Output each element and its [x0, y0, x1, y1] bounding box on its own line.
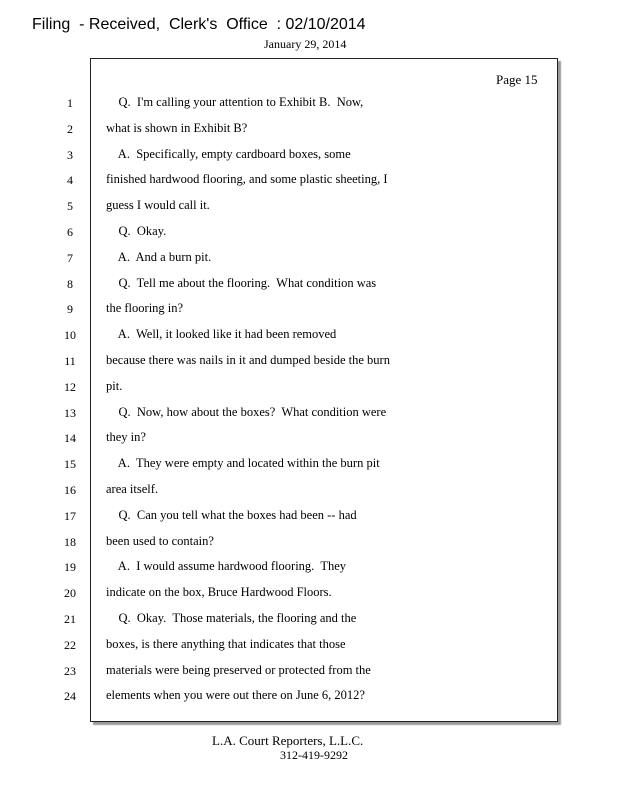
transcript-line-text: Q. Now, how about the boxes? What condition were — [106, 405, 387, 419]
transcript-line-text: elements when you were out there on June 6, 2012? — [106, 688, 365, 702]
transcript-line-text: because there was nails in it and dumped beside the burn — [106, 353, 390, 367]
transcript-line-text: Q. Tell me about the flooring. What condition was — [106, 276, 377, 290]
transcript-line-text: they in? — [106, 430, 146, 444]
transcript-line-text: finished hardwood flooring, and some plastic sheeting, I — [106, 172, 388, 186]
line-number: 20 — [64, 586, 76, 600]
transcript-line-text: guess I would call it. — [106, 198, 210, 212]
line-number: 13 — [64, 406, 76, 420]
line-number: 7 — [67, 251, 73, 265]
line-number: 10 — [64, 328, 76, 342]
footer-company: L.A. Court Reporters, L.L.C. — [212, 733, 364, 748]
transcript-line-text: boxes, is there anything that indicates that those — [106, 637, 346, 651]
transcript-line-text: the flooring in? — [106, 301, 184, 315]
transcript-line-text: A. They were empty and located within the burn pit — [106, 456, 380, 470]
line-number: 1 — [67, 96, 73, 110]
filing-stamp: Filing - Received, Clerk's Office : 02/10/2014 — [32, 16, 366, 33]
line-number: 2 — [67, 122, 73, 136]
line-number: 4 — [67, 173, 73, 187]
transcript-line-text: materials were being preserved or protected from the — [106, 663, 371, 677]
transcript-line-text: A. Well, it looked like it had been removed — [106, 327, 337, 341]
line-number: 21 — [64, 612, 76, 626]
line-number: 22 — [64, 638, 76, 652]
footer-phone: 312-419-9292 — [280, 748, 348, 762]
line-number: 8 — [67, 277, 73, 291]
line-number: 12 — [64, 380, 76, 394]
transcript-line-text: indicate on the box, Bruce Hardwood Floors. — [106, 585, 332, 599]
line-number: 23 — [64, 664, 76, 678]
transcript-line-text: A. I would assume hardwood flooring. They — [106, 559, 347, 573]
transcript-line-text: A. Specifically, empty cardboard boxes, some — [106, 147, 351, 161]
line-number: 15 — [64, 457, 76, 471]
transcript-line-text: been used to contain? — [106, 534, 214, 548]
line-number: 6 — [67, 225, 73, 239]
line-number: 18 — [64, 535, 76, 549]
line-number: 3 — [67, 148, 73, 162]
line-number: 24 — [64, 689, 76, 703]
line-number: 14 — [64, 431, 76, 445]
line-number: 16 — [64, 483, 76, 497]
transcript-line-text: pit. — [106, 379, 123, 393]
document-date: January 29, 2014 — [264, 37, 347, 51]
transcript-line-text: Q. Okay. — [106, 224, 167, 238]
page-number: Page 15 — [496, 72, 538, 87]
line-number: 19 — [64, 560, 76, 574]
transcript-line-text: what is shown in Exhibit B? — [106, 121, 248, 135]
transcript-line-text: A. And a burn pit. — [106, 250, 212, 264]
transcript-line-text: Q. Okay. Those materials, the flooring and the — [106, 611, 357, 625]
line-number: 17 — [64, 509, 76, 523]
transcript-line-text: area itself. — [106, 482, 159, 496]
line-number: 5 — [67, 199, 73, 213]
transcript-line-text: Q. Can you tell what the boxes had been -- had — [106, 508, 357, 522]
line-number: 9 — [67, 302, 73, 316]
line-number: 11 — [64, 354, 76, 368]
transcript-line-text: Q. I'm calling your attention to Exhibit B. Now, — [106, 95, 364, 109]
